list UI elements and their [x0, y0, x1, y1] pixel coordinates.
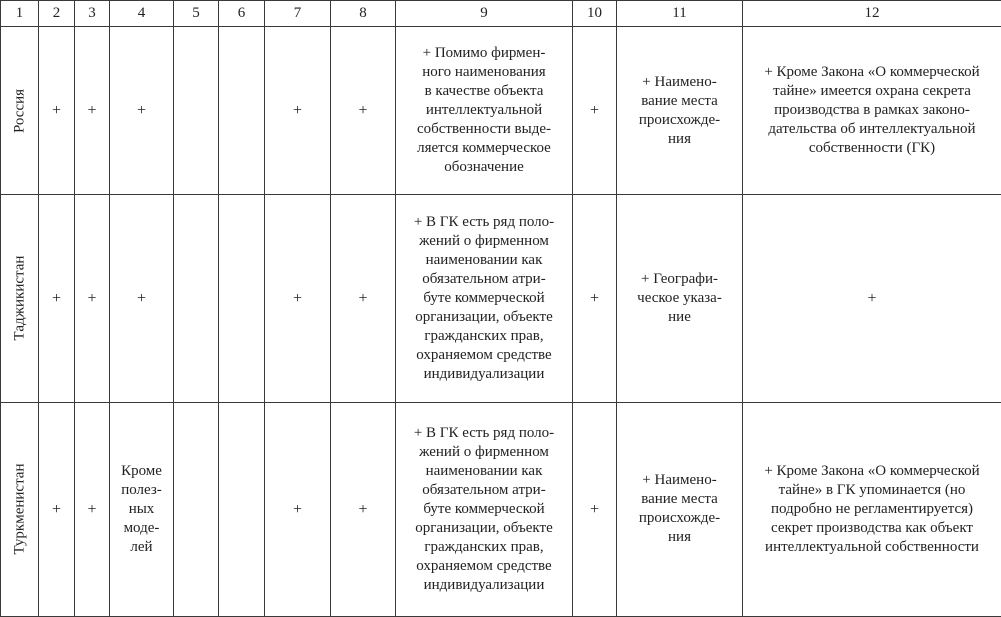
cell-col4: + [110, 27, 174, 195]
header-cell: 1 [1, 1, 39, 27]
cell-line: происхожде- [638, 111, 721, 128]
cell-col12 [743, 402, 1001, 616]
cell-line: ческое указа- [637, 289, 722, 306]
cell-line: наименовании как [425, 462, 543, 479]
cell-line: + В ГК есть ряд поло- [413, 424, 555, 441]
header-cell: 9 [396, 1, 573, 27]
cell-line: происхожде- [638, 510, 721, 527]
cell-col10: + [573, 194, 617, 402]
cell-line: обозначение [444, 159, 524, 176]
header-cell: 8 [331, 1, 396, 27]
cell-col8: + [331, 402, 396, 616]
cell-col9 [396, 402, 573, 616]
cell-line: интеллектуальной [425, 102, 543, 119]
cell-col9 [396, 194, 573, 402]
cell-line: охраняемом средстве [416, 557, 552, 574]
cell-col8: + [331, 194, 396, 402]
cell-line: организации, объекте [415, 519, 553, 536]
cell-col11 [617, 402, 743, 616]
cell-col5 [174, 27, 219, 195]
cell-line: обязательном атри- [422, 270, 546, 287]
cell-col4 [110, 402, 174, 616]
cell-col7: + [265, 194, 331, 402]
cell-col4: + [110, 194, 174, 402]
header-cell: 3 [75, 1, 110, 27]
header-cell: 2 [39, 1, 75, 27]
cell-line: гражданских прав, [424, 538, 544, 555]
cell-line: гражданских прав, [424, 327, 544, 344]
cell-line: наименовании как [425, 251, 543, 268]
country-cell [1, 194, 39, 402]
cell-line: ние [668, 308, 691, 325]
table-row [1, 27, 1001, 195]
cell-line: индивидуализации [423, 576, 545, 593]
country-cell [1, 402, 39, 616]
header-row [1, 1, 1001, 27]
cell-col12 [743, 27, 1001, 195]
cell-line: + Наимено- [642, 472, 717, 489]
header-cell: 11 [617, 1, 743, 27]
cell-line: ного наименования [422, 64, 546, 81]
cell-col7: + [265, 27, 331, 195]
cell-col5 [174, 194, 219, 402]
cell-col10: + [573, 27, 617, 195]
cell-line: полез- [121, 481, 162, 498]
cell-line: секрет производства как объект [771, 519, 973, 536]
cell-line: организации, объекте [415, 308, 553, 325]
cell-line: собственности выде- [416, 121, 552, 138]
cell-line: лей [130, 538, 153, 555]
cell-col6 [219, 402, 265, 616]
header-cell: 5 [174, 1, 219, 27]
cell-col10: + [573, 402, 617, 616]
cell-line: буте коммерческой [423, 500, 545, 517]
cell-line: ных [128, 500, 155, 517]
header-cell: 12 [743, 1, 1001, 27]
cell-col12: + [743, 194, 1001, 402]
cell-line: + Наимено- [642, 73, 717, 90]
country-cell [1, 27, 39, 195]
cell-line: + Географи- [641, 270, 718, 287]
cell-line: + Кроме Закона «О коммерческой [764, 462, 980, 479]
cell-line: ляется коммерческое [417, 140, 551, 157]
cell-col5 [174, 402, 219, 616]
cell-line: вание места [641, 491, 718, 508]
cell-line: интеллектуальной собственности [765, 538, 979, 555]
header-cell: 7 [265, 1, 331, 27]
country-name: Таджикистан [11, 256, 27, 341]
cell-col9 [396, 27, 573, 195]
cell-col11 [617, 27, 743, 195]
cell-col3: + [75, 194, 110, 402]
header-cell: 4 [110, 1, 174, 27]
cell-line: вание места [641, 92, 718, 109]
country-name: Туркменистан [11, 463, 27, 555]
country-name: Россия [11, 88, 27, 133]
cell-line: ния [668, 529, 691, 546]
cell-col8: + [331, 27, 396, 195]
cell-col2: + [39, 27, 75, 195]
cell-col3: + [75, 27, 110, 195]
cell-line: обязательном атри- [422, 481, 546, 498]
cell-col6 [219, 194, 265, 402]
cell-line: тайне» в ГК упоминается (но [778, 481, 966, 498]
cell-col2: + [39, 194, 75, 402]
cell-line: подробно не регламентируется) [770, 500, 974, 517]
cell-line: в качестве объекта [424, 83, 544, 100]
cell-line: + Кроме Закона «О коммерческой [764, 64, 980, 81]
cell-line: Кроме [121, 462, 162, 479]
cell-line: + В ГК есть ряд поло- [413, 213, 555, 230]
header-cell: 6 [219, 1, 265, 27]
cell-line: охраняемом средстве [416, 346, 552, 363]
cell-line: ния [668, 130, 691, 147]
cell-col7: + [265, 402, 331, 616]
cell-line: буте коммерческой [423, 289, 545, 306]
table-row [1, 194, 1001, 402]
cell-line: производства в рамках законо- [774, 102, 970, 119]
cell-line: тайне» имеется охрана секрета [773, 83, 971, 100]
cell-line: собственности (ГК) [808, 140, 936, 157]
cell-col3: + [75, 402, 110, 616]
cell-line: жений о фирменном [419, 443, 549, 460]
table-row [1, 402, 1001, 616]
cell-line: дательства об интеллектуальной [768, 121, 976, 138]
cell-line: моде- [123, 519, 160, 536]
header-cell: 10 [573, 1, 617, 27]
cell-col6 [219, 27, 265, 195]
cell-col2: + [39, 402, 75, 616]
cell-line: + Помимо фирмен- [422, 45, 546, 62]
cell-col11 [617, 194, 743, 402]
cell-line: индивидуализации [423, 365, 545, 382]
cell-line: жений о фирменном [419, 232, 549, 249]
